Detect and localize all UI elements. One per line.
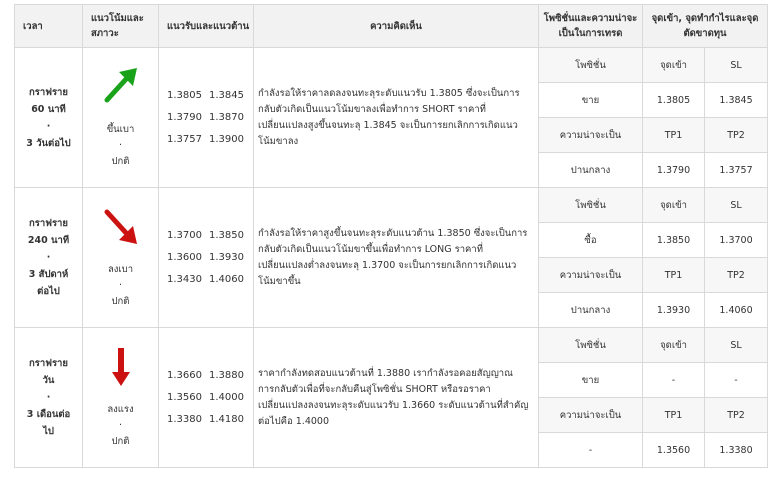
trend-label: ลงเบา (107, 263, 134, 275)
timeframe-line: ต่อไป (37, 286, 60, 297)
timeframe-line: · (46, 252, 51, 263)
position-label-cell: TP1 (643, 258, 705, 293)
resistance-value: 1.4180 (209, 413, 244, 425)
timeframe-line: 240 นาที (27, 235, 70, 246)
separator-dot: · (118, 139, 123, 151)
sr-row (167, 225, 253, 247)
header-opinion: ความคิดเห็น (254, 5, 539, 48)
timeframe-line: วัน (42, 375, 55, 386)
position-label-cell: โพซิชั่น (539, 328, 643, 363)
timeframe-line: 3 สัปดาห์ (28, 269, 69, 280)
timeframe-cell (15, 328, 83, 468)
trend-state: ปกติ (111, 155, 130, 167)
position-value-cell: ปานกลาง (539, 293, 643, 328)
timeframe-cell (15, 48, 83, 188)
timeframe-line: 3 เดือนต่อ (26, 409, 71, 420)
position-label-cell: SL (705, 188, 768, 223)
timeframe-line: กราฟราย (29, 358, 68, 369)
position-value-cell: ปานกลาง (539, 153, 643, 188)
forecast-table (14, 4, 768, 468)
support-value: 1.3660 (167, 369, 202, 381)
timeframe-cell (15, 188, 83, 328)
timeframe-line: กราฟราย (29, 86, 68, 98)
table-body (15, 48, 768, 468)
resistance-value: 1.3870 (209, 111, 244, 123)
header-position: โพซิชั่นและความน่าจะเป็นในการเทรด (539, 5, 643, 48)
support-resistance-cell (159, 48, 254, 188)
sr-row (167, 107, 253, 129)
position-value-cell: 1.3805 (643, 83, 705, 118)
position-label-cell: โพซิชั่น (539, 188, 643, 223)
position-value-cell: 1.3930 (643, 293, 705, 328)
support-value: 1.3560 (167, 391, 202, 403)
position-value-cell: - (643, 363, 705, 398)
position-label-cell: TP1 (643, 118, 705, 153)
position-label-cell: ความน่าจะเป็น (539, 258, 643, 293)
position-value-cell: 1.3850 (643, 223, 705, 258)
table-row (15, 328, 768, 363)
header-time: เวลา (15, 5, 83, 48)
position-label-cell: จุดเข้า (643, 188, 705, 223)
arrow-down-right-icon (101, 206, 141, 248)
table-row (15, 188, 768, 223)
support-value: 1.3600 (167, 251, 202, 263)
support-value: 1.3430 (167, 273, 202, 285)
support-value: 1.3790 (167, 111, 202, 123)
timeframe-line: กราฟราย (29, 218, 68, 229)
position-value-cell: 1.3560 (643, 433, 705, 468)
position-value-cell: - (705, 363, 768, 398)
sr-row (167, 409, 253, 431)
resistance-value: 1.3845 (209, 89, 244, 101)
sr-row (167, 365, 253, 387)
position-value-cell: 1.4060 (705, 293, 768, 328)
support-value: 1.3757 (167, 133, 202, 145)
trend-cell (83, 188, 159, 328)
position-label-cell: โพซิชั่น (539, 48, 643, 83)
timeframe-line: 3 วันต่อไป (26, 137, 71, 149)
trend-cell (83, 328, 159, 468)
arrow-down-icon (101, 346, 141, 388)
trend-state: ปกติ (111, 435, 130, 447)
support-value: 1.3805 (167, 89, 202, 101)
opinion-cell: ราคากำลังทดสอบแนวต้านที่ 1.3880 เรากำลังรอคอยสัญญาณการกลับตัวเพื่อที่จะกลับคืนสู่โพซิชั่น SHORT หรือรอราคาเปลี่ยนแปลงลงจนทะลุระดับแนวรับ 1.3660 ระดับแนวต้านที่สำคัญต่อไปคือ 1.4000 (254, 328, 539, 468)
sr-row (167, 269, 253, 291)
position-label-cell: SL (705, 328, 768, 363)
timeframe-line: ไป (43, 426, 54, 437)
sr-row (167, 129, 253, 151)
sr-row (167, 387, 253, 409)
position-value-cell: 1.3790 (643, 153, 705, 188)
separator-dot: · (118, 419, 123, 431)
position-label-cell: SL (705, 48, 768, 83)
arrow-up-right-icon (101, 66, 141, 108)
header-entry-targets: จุดเข้า, จุดทำกำไรและจุดตัดขาดทุน (643, 5, 768, 48)
position-value-cell: 1.3757 (705, 153, 768, 188)
position-label-cell: จุดเข้า (643, 48, 705, 83)
resistance-value: 1.3880 (209, 369, 244, 381)
timeframe-line: · (46, 392, 51, 403)
table-row (15, 48, 768, 83)
position-label-cell: TP2 (705, 398, 768, 433)
support-resistance-cell (159, 188, 254, 328)
position-value-cell: - (539, 433, 643, 468)
position-value-cell: 1.3380 (705, 433, 768, 468)
position-label-cell: TP2 (705, 118, 768, 153)
trend-label: ลงแรง (107, 403, 134, 415)
opinion-cell: กำลังรอให้ราคาลดลงจนทะลุระดับแนวรับ 1.3805 ซึ่งจะเป็นการกลับตัวเกิดเป็นแนวโน้มขาลงเพื่อทำการ SHORT ราคาที่เปลี่ยนแปลงสูงขึ้นจนทะลุ 1.3845 จะเป็นการยกเลิกการเกิดแนวโน้มขาลง (254, 48, 539, 188)
resistance-value: 1.3900 (209, 133, 244, 145)
table-header-row (15, 5, 768, 48)
position-value-cell: 1.3700 (705, 223, 768, 258)
trend-label: ขึ้นเบา (106, 123, 135, 135)
position-label-cell: ความน่าจะเป็น (539, 398, 643, 433)
header-support-resistance: แนวรับและแนวต้าน (159, 5, 254, 48)
position-label-cell: TP2 (705, 258, 768, 293)
opinion-cell: กำลังรอให้ราคาสูงขึ้นจนทะลุระดับแนวต้าน 1.3850 ซึ่งจะเป็นการกลับตัวเกิดเป็นแนวโน้มขาขึ้นเพื่อทำการ LONG ราคาที่เปลี่ยนแปลงต่ำลงจนทะลุ 1.3700 จะเป็นการยกเลิกการเกิดแนวโน้มขาขึ้น (254, 188, 539, 328)
resistance-value: 1.4000 (209, 391, 244, 403)
position-value-cell: ขาย (539, 83, 643, 118)
resistance-value: 1.3850 (209, 229, 244, 241)
timeframe-line: 60 นาที (31, 103, 66, 115)
position-label-cell: ความน่าจะเป็น (539, 118, 643, 153)
support-resistance-cell (159, 328, 254, 468)
position-label-cell: TP1 (643, 398, 705, 433)
position-value-cell: 1.3845 (705, 83, 768, 118)
resistance-value: 1.3930 (209, 251, 244, 263)
position-value-cell: ขาย (539, 363, 643, 398)
sr-row (167, 247, 253, 269)
support-value: 1.3380 (167, 413, 202, 425)
trend-state: ปกติ (111, 295, 130, 307)
header-trend: แนวโน้มและสภาวะ (83, 5, 159, 48)
resistance-value: 1.4060 (209, 273, 244, 285)
separator-dot: · (118, 279, 123, 291)
position-label-cell: จุดเข้า (643, 328, 705, 363)
trend-cell (83, 48, 159, 188)
position-value-cell: ซื้อ (539, 223, 643, 258)
sr-row (167, 85, 253, 107)
timeframe-line: · (46, 120, 51, 132)
support-value: 1.3700 (167, 229, 202, 241)
